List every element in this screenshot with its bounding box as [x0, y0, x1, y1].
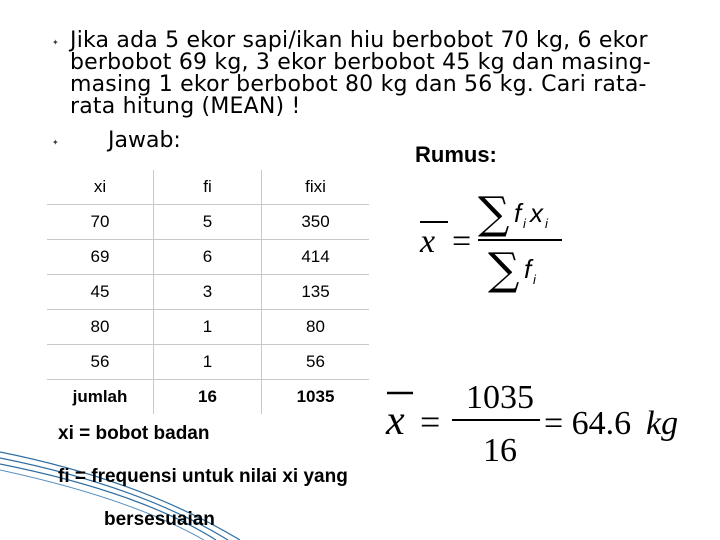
table-cell: 414: [262, 240, 370, 275]
table-header-row: [47, 170, 369, 205]
table-cell: 350: [262, 205, 370, 240]
question-line: rata hitung (MEAN) !: [70, 94, 301, 119]
sum-symbol: ∑: [478, 188, 510, 239]
formula-lhs: x: [420, 223, 436, 260]
table-cell: 6: [154, 240, 262, 275]
sum-symbol: ∑: [488, 244, 520, 295]
denominator-f-sub: i: [533, 272, 536, 287]
calc-equals: =: [420, 402, 441, 442]
column-header-xi: xi: [47, 170, 154, 205]
calc-numerator: 1035: [466, 379, 534, 416]
numerator-f: f: [514, 198, 522, 228]
table-row: [47, 240, 369, 275]
table-cell: 1035: [262, 380, 370, 415]
table-cell: 135: [262, 275, 370, 310]
question-line: Jika ada 5 ekor sapi/ikan hiu berbobot 70 kg, 6 ekor: [70, 28, 648, 53]
table-cell: 56: [262, 345, 370, 380]
table-cell: jumlah: [47, 380, 154, 415]
table-cell: 80: [47, 310, 154, 345]
formula-heading: Rumus:: [415, 142, 497, 167]
table-cell: 80: [262, 310, 370, 345]
table-row: [47, 310, 369, 345]
table-total-row: [47, 380, 369, 415]
question-line: masing 1 ekor berbobot 80 kg dan 56 kg. Cari rata-: [70, 72, 647, 97]
table-cell: 69: [47, 240, 154, 275]
mean-formula: [412, 180, 582, 300]
table-cell: 56: [47, 345, 154, 380]
calc-lhs: x: [386, 398, 405, 444]
bullet-icon: ✦: [52, 138, 59, 147]
column-header-fixi: fixi: [262, 170, 370, 205]
column-header-fi: fi: [154, 170, 262, 205]
denominator-f: f: [524, 254, 532, 284]
answer-label: Jawab:: [108, 128, 181, 153]
table-row: [47, 205, 369, 240]
note-xi: xi = bobot badan: [58, 423, 210, 444]
table-cell: 3: [154, 275, 262, 310]
table-cell: 1: [154, 345, 262, 380]
table-cell: 5: [154, 205, 262, 240]
numerator-x-sub: i: [545, 216, 548, 231]
bullet-icon: ✦: [52, 38, 59, 47]
table-cell: 1: [154, 310, 262, 345]
calc-unit: kg: [646, 405, 679, 442]
question-line: berbobot 69 kg, 3 ekor berbobot 45 kg dan masing-: [70, 50, 651, 75]
table-cell: 70: [47, 205, 154, 240]
formula-equals: =: [452, 223, 472, 260]
frequency-table: [47, 170, 369, 414]
numerator-x: x: [530, 198, 543, 228]
calc-result: = 64.6: [544, 405, 632, 442]
table-row: [47, 345, 369, 380]
note-fi-continued: bersesuaian: [104, 509, 215, 530]
mean-calculation: [380, 370, 700, 470]
note-fi: fi = frequensi untuk nilai xi yang: [58, 466, 348, 487]
table-cell: 16: [154, 380, 262, 415]
table-cell: 45: [47, 275, 154, 310]
question-text: [70, 30, 710, 118]
calc-denominator: 16: [483, 432, 517, 469]
numerator-f-sub: i: [523, 216, 526, 231]
table-row: [47, 275, 369, 310]
